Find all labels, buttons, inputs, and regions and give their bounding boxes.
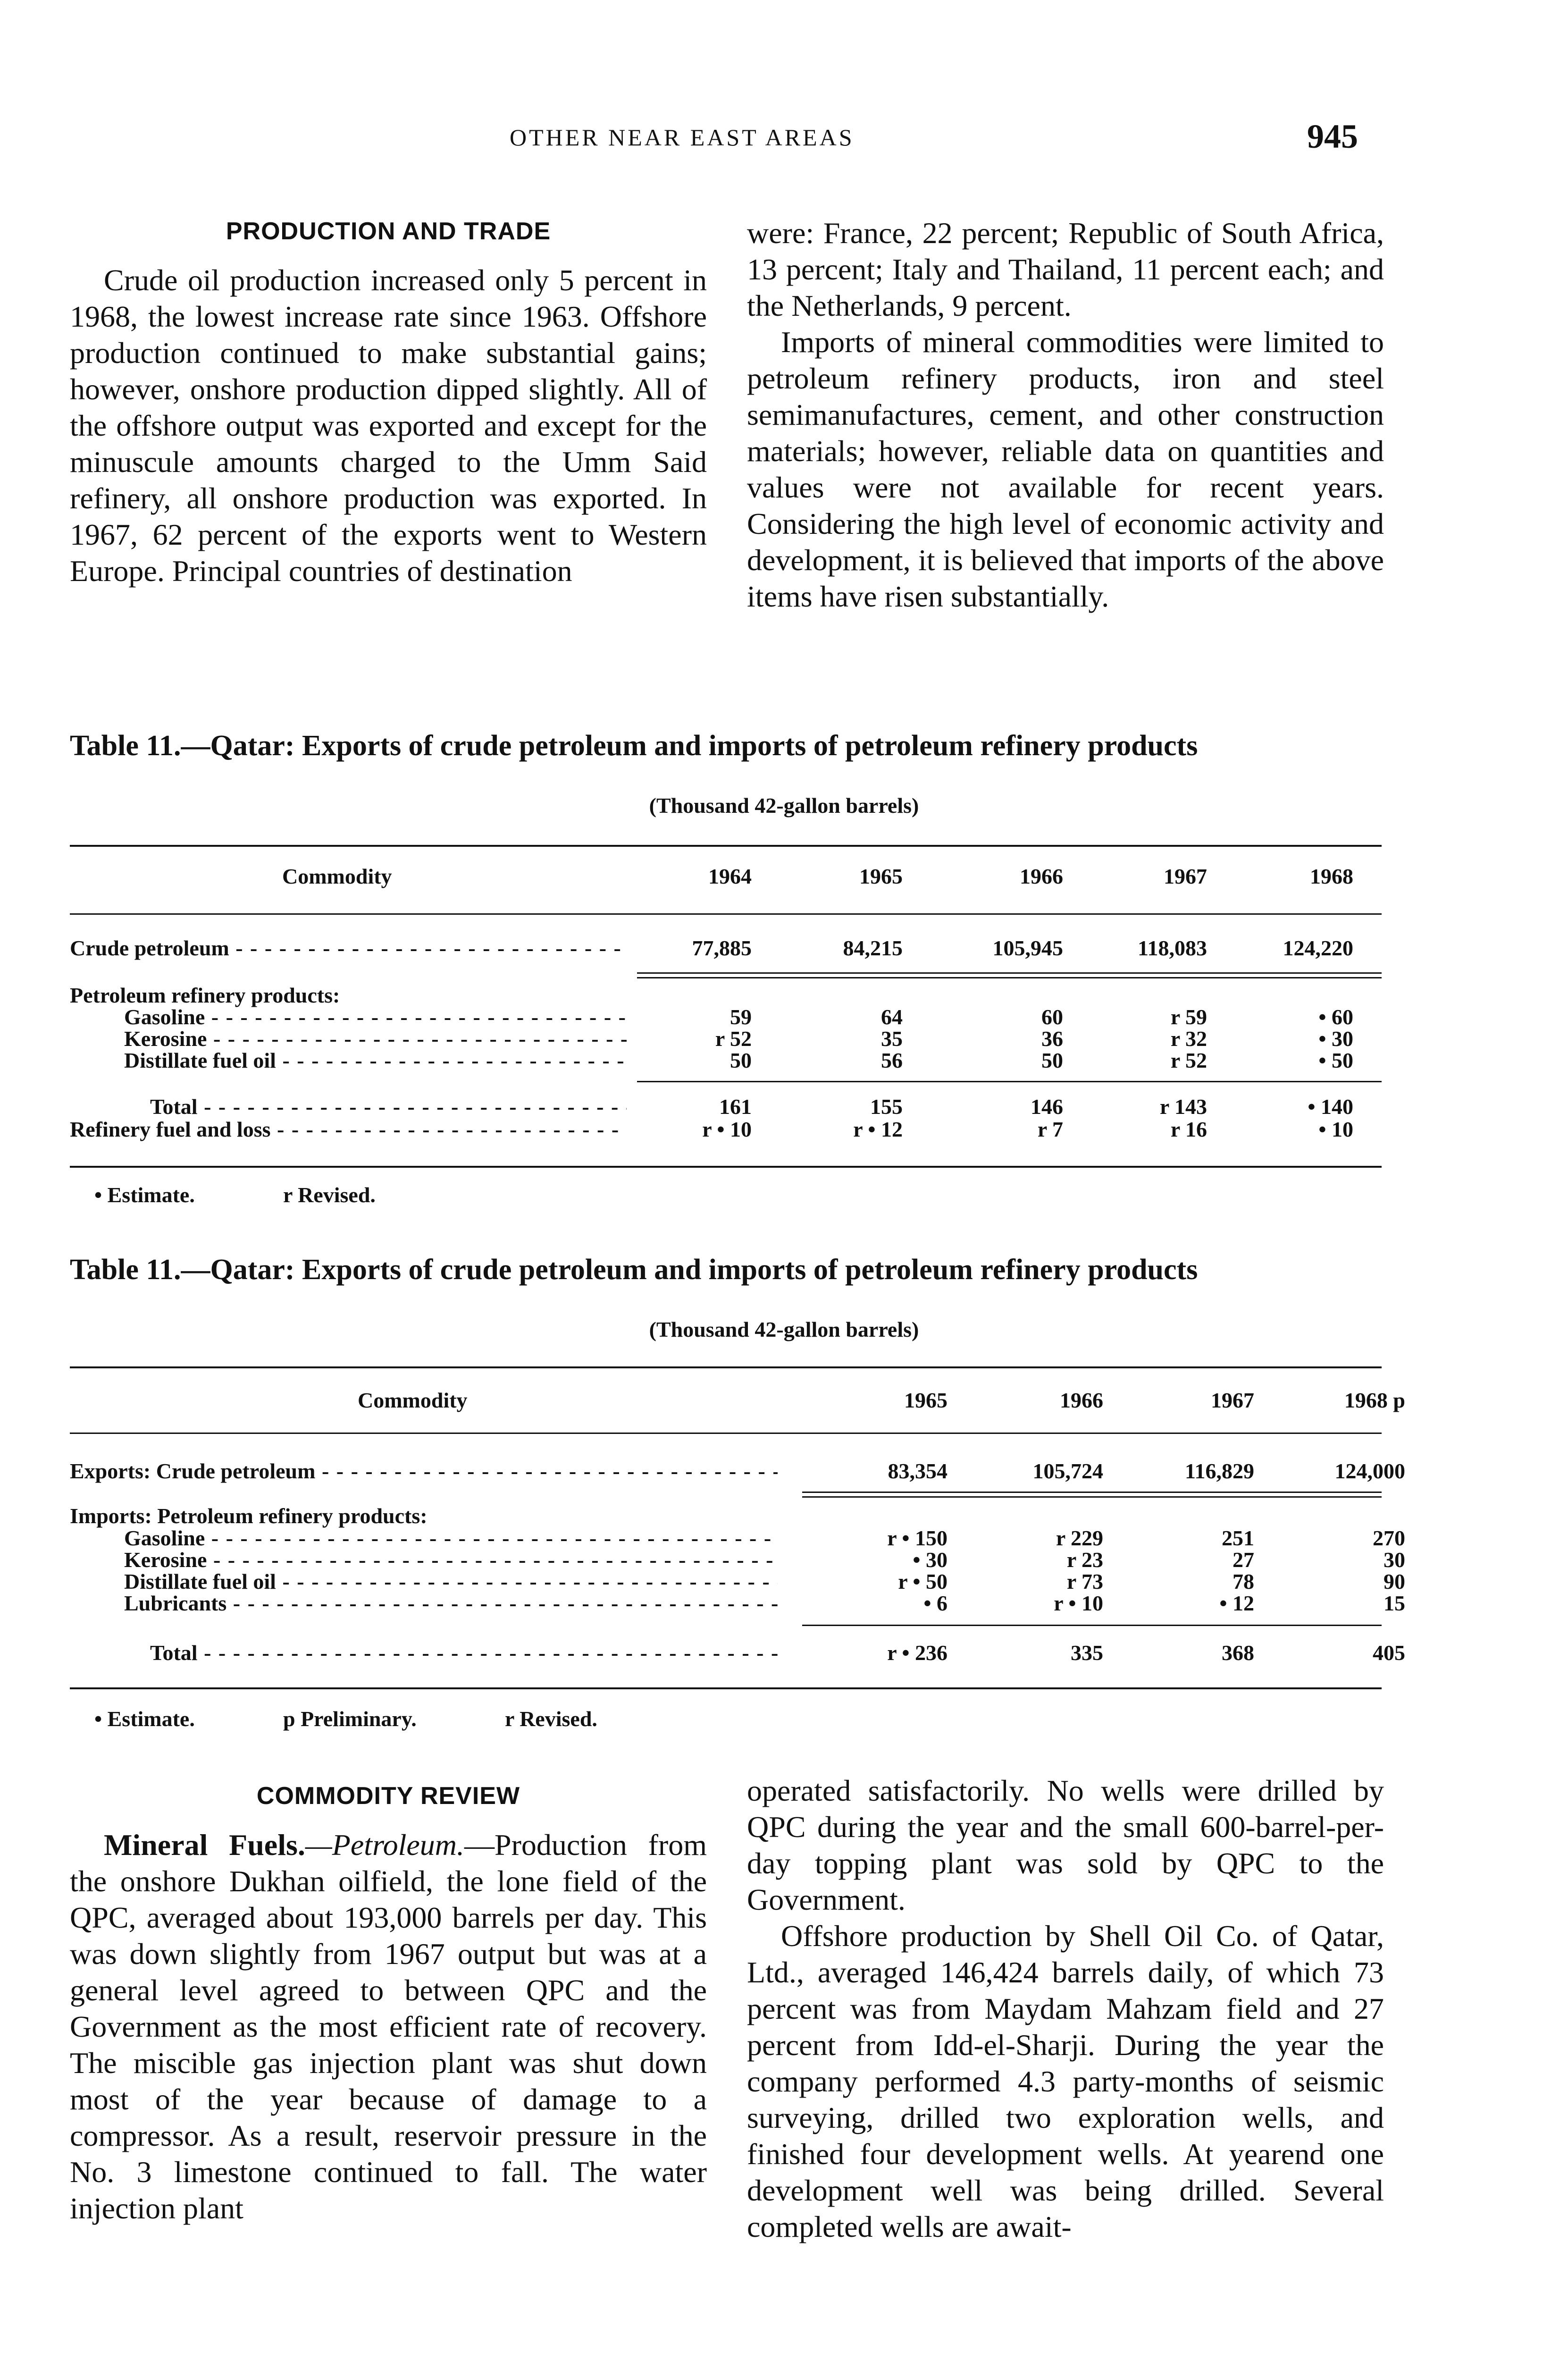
table2-title: Table 11.—Qatar: Exports of crude petroleum and imports of petroleum refinery products: [70, 1254, 1198, 1286]
table1-title: Table 11.—Qatar: Exports of crude petroleum and imports of petroleum refinery products: [70, 730, 1198, 762]
section-title-production: PRODUCTION AND TRADE: [226, 218, 551, 245]
table-row: Distillate fuel oil - - - 50 56 50 r 52 • 50: [70, 1048, 1382, 1071]
table-row: Lubricants - - - • 6 r • 10 • 12 15: [70, 1591, 1382, 1614]
table1-bottom-rule: [70, 1166, 1382, 1168]
table1-double-rule: [637, 972, 1382, 974]
table2-total-rule: [802, 1625, 1382, 1626]
table2-note: p Preliminary.: [283, 1707, 417, 1731]
table1-col-header: Commodity: [282, 864, 392, 888]
table1-unit: (Thousand 42-gallon barrels): [649, 793, 919, 818]
table-row: Kerosine - - - • 30 r 23 27 30: [70, 1547, 1382, 1571]
imports-paragraph: Imports of mineral commodities were limited to petroleum refinery products, iron and steel semimanufactures, cement, and other construction materials; however, reliable data on quantities and values were not available for recent years. Considering the high level of economic activity and development, it is believed that imports of the above items have risen substantially.: [747, 325, 1384, 613]
table-row: Total - - - r • 236 335 368 405: [70, 1640, 1382, 1664]
table2-year: 1968 p: [1344, 1388, 1405, 1412]
table-row: Gasoline - - - r • 150 r 229 251 270: [70, 1526, 1382, 1549]
table-row: Refinery fuel and loss - - - r • 10 r • 12 r 7 r 16 • 10: [70, 1117, 1382, 1140]
production-left-column: [70, 215, 707, 589]
table2-double-rule: [802, 1492, 1382, 1493]
petroleum-text: —Production from the onshore Dukhan oilfield, the lone field of the QPC, averaged about 193,000 barrels per day. This was down slightly from 1967 output but was at a general level agreed to between QPC and the Government as the most efficient rate of recovery. The miscible gas injection plant was shut down most of the year because of damage to a compressor. As a result, reservoir pressure in the No. 3 limestone continued to fall. The water injection plant: [70, 1828, 707, 2225]
table1-year: 1964: [708, 864, 752, 888]
destinations-paragraph: were: France, 22 percent; Republic of South Africa, 13 percent; Italy and Thailand, 11 percent each; and the Netherlands, 9 percent.: [747, 216, 1384, 322]
table-row: Imports: Petroleum refinery products:: [70, 1504, 428, 1528]
table2-top-rule: [70, 1366, 1382, 1368]
table-row: Exports: Crude petroleum - - - 83,354 105,724 116,829 124,000: [70, 1458, 1382, 1482]
table1-year: 1967: [1164, 864, 1207, 888]
section-title-commodity: COMMODITY REVIEW: [256, 1782, 520, 1810]
table1-total-rule: [637, 1081, 1382, 1082]
table2-year: 1966: [1060, 1388, 1103, 1412]
running-title: OTHER NEAR EAST AREAS: [510, 124, 855, 151]
page-number: 945: [1307, 118, 1358, 155]
table2-col-header: Commodity: [358, 1388, 468, 1412]
table1-year: 1968: [1310, 864, 1353, 888]
table-row: Kerosine - - - r 52 35 36 r 32 • 30: [70, 1026, 1382, 1050]
table2-note: r Revised.: [505, 1707, 597, 1731]
table1-year: 1965: [859, 864, 903, 888]
production-paragraph: Crude oil production increased only 5 percent in 1968, the lowest increase rate since 1963. Offshore production continued to make substantial gains; however, onshore production dipped slightly. All of the offshore output was exported and except for the minuscule amounts charged to the Umm Said refinery, all onshore production was exported. In 1967, 62 percent of the exports went to Western Europe. Principal countries of destination: [70, 263, 707, 588]
table1-note: • Estimate.: [94, 1183, 195, 1207]
table-row: Petroleum refinery products:: [70, 983, 340, 1007]
table2-year: 1965: [904, 1388, 948, 1412]
table2-header-rule: [70, 1433, 1382, 1434]
table2-double-rule: [802, 1496, 1382, 1498]
table2-header-row: [70, 1388, 1405, 1412]
table2-year: 1967: [1211, 1388, 1254, 1412]
table-row: Distillate fuel oil - - - r • 50 r 73 78 90: [70, 1569, 1382, 1593]
table-row: Gasoline - - - 59 64 60 r 59 • 60: [70, 1004, 1382, 1028]
table1-double-rule: [637, 977, 1382, 978]
commodity-right-column: [747, 1772, 1384, 2245]
table2-unit: (Thousand 42-gallon barrels): [649, 1317, 919, 1341]
production-right-column: [747, 215, 1384, 615]
table1-year: 1966: [1020, 864, 1063, 888]
table1-header-rule: [70, 913, 1382, 915]
table1-header-row: [70, 864, 1382, 887]
petroleum-paragraph: [70, 1827, 707, 2226]
table-row: Crude petroleum - - - 77,885 84,215 105,945 118,083 124,220: [70, 936, 1382, 959]
lead-heading: Mineral Fuels.: [104, 1828, 305, 1862]
offshore-paragraph: Offshore production by Shell Oil Co. of Qatar, Ltd., averaged 146,424 barrels daily, of which 73 percent was from Maydam Mahzam field and 27 percent from Idd-el-Sharji. During the year the company performed 4.3 party-months of seismic surveying, drilled two exploration wells, and finished four development wells. At yearend one development well was being drilled. Several completed wells are await-: [747, 1919, 1384, 2243]
table2-note: • Estimate.: [94, 1707, 195, 1731]
table2-bottom-rule: [70, 1687, 1382, 1689]
water-plant-paragraph: operated satisfactorily. No wells were drilled by QPC during the year and the small 600-barrel-per-day topping plant was sold by QPC to the Government.: [747, 1774, 1384, 1916]
table1-note: r Revised.: [283, 1183, 376, 1207]
table1-top-rule: [70, 845, 1382, 847]
table-row: Total - - - 161 155 146 r 143 • 140: [70, 1094, 1382, 1118]
lead-subheading: —Petroleum.: [305, 1828, 464, 1862]
commodity-left-column: [70, 1779, 707, 2226]
